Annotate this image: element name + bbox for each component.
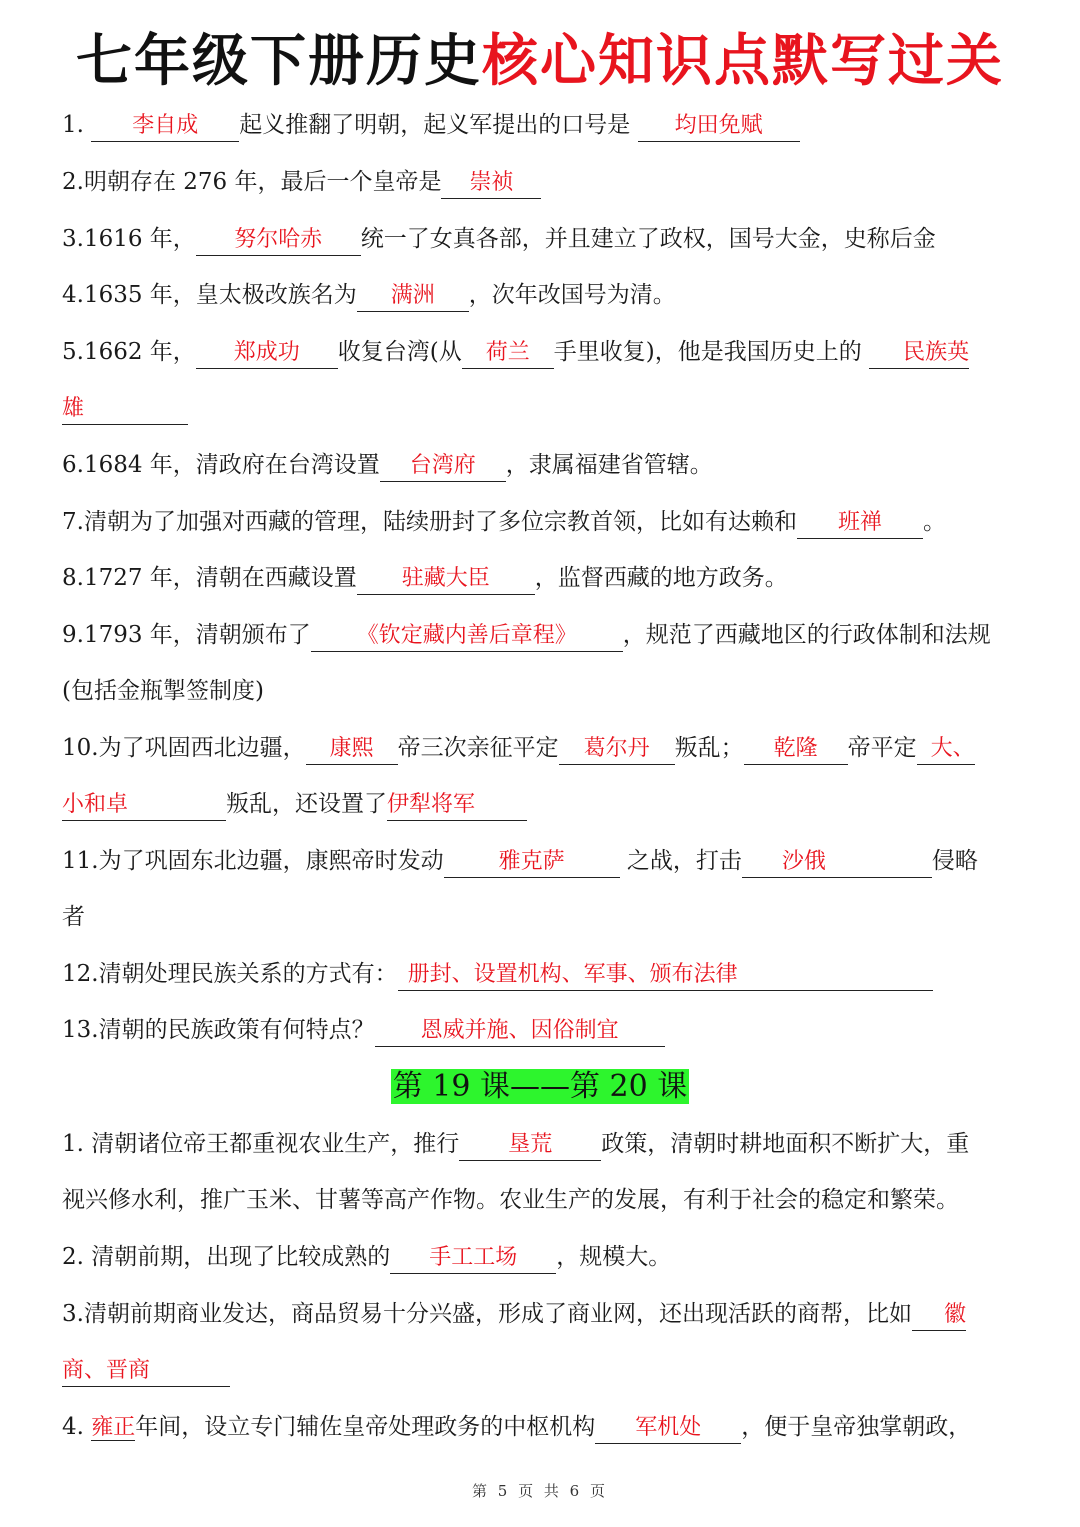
answer-blank: 恩威并施、因俗制宜: [375, 1016, 665, 1047]
question-5-cont: [62, 391, 1022, 425]
lesson-item-4: 4. 雍正年间，设立专门辅佐皇帝处理政务的中枢机构 军机处 ，便于皇帝独掌朝政，: [62, 1410, 1022, 1445]
question-9-cont: (包括金瓶掣签制度): [62, 678, 264, 704]
answer-blank: 乾隆: [744, 734, 848, 765]
answer-blank: 荷兰: [462, 338, 554, 369]
answer-blank: 徽: [912, 1300, 966, 1331]
answer-blank: 军机处: [595, 1413, 741, 1444]
answer-blank: 大、: [917, 734, 975, 765]
answer-blank: 康熙: [306, 734, 398, 765]
answer-blank: 《钦定藏内善后章程》: [311, 621, 623, 652]
answer-blank: 满洲: [357, 281, 469, 312]
answer-blank: 均田免赋: [638, 111, 800, 142]
answer-blank: 雍正: [91, 1415, 136, 1440]
question-8: 8.1727 年，清朝在西藏设置 驻藏大臣 ，监督西藏的地方政务。: [62, 561, 1022, 595]
answer-blank: 沙俄: [742, 847, 932, 878]
question-2: 2.明朝存在 276 年，最后一个皇帝是 崇祯: [62, 165, 1022, 199]
lesson-item-3: 3.清朝前期商业发达，商品贸易十分兴盛，形成了商业网，还出现活跃的商帮，比如 徽: [62, 1297, 1022, 1331]
answer-blank: 雄: [62, 394, 188, 425]
answer-blank: 伊犁将军: [387, 790, 527, 821]
question-11: 11.为了巩固东北边疆，康熙帝时发动 雅克萨 之战，打击 沙俄 侵略: [62, 844, 1022, 878]
question-10: 10.为了巩固西北边疆， 康熙 帝三次亲征平定 葛尔丹 叛乱； 乾隆 帝平定 大、: [62, 731, 1022, 765]
answer-blank: 册封、设置机构、军事、颁布法律: [398, 960, 933, 991]
question-5: 5.1662 年， 郑成功 收复台湾(从 荷兰 手里收复)，他是我国历史上的 民族英: [62, 335, 1022, 369]
answer-blank: 雅克萨: [444, 847, 620, 878]
answer-blank: 郑成功: [196, 338, 338, 369]
lesson-item-1: 1. 清朝诸位帝王都重视农业生产，推行 垦荒 政策，清朝时耕地面积不断扩大，重: [62, 1127, 1022, 1161]
answer-blank: 商、晋商: [62, 1356, 230, 1387]
answer-blank: 驻藏大臣: [357, 564, 535, 595]
question-12: 12.清朝处理民族关系的方式有： 册封、设置机构、军事、颁布法律: [62, 957, 1022, 991]
question-3: 3.1616 年， 努尔哈赤 统一了女真各部，并且建立了政权，国号大金，史称后金: [62, 222, 1022, 256]
lesson-item-3-cont: [62, 1353, 1022, 1387]
question-1: 1. 李自成 起义推翻了明朝，起义军提出的口号是 均田免赋: [62, 108, 1022, 142]
answer-blank: 李自成: [91, 111, 239, 142]
page-footer: 第 5 页 共 6 页: [472, 1482, 608, 1500]
answer-blank: 班禅: [797, 508, 923, 539]
answer-blank: 垦荒: [459, 1130, 601, 1161]
answer-blank: 小和卓: [62, 790, 226, 821]
question-10-cont: 小和卓 叛乱，还设置了伊犁将军: [62, 787, 1022, 821]
section-heading: 第 19 课——第 20 课: [392, 1069, 688, 1104]
lesson-item-1-cont: 视兴修水利，推广玉米、甘薯等高产作物。农业生产的发展，有利于社会的稳定和繁荣。: [62, 1187, 959, 1213]
answer-blank: 努尔哈赤: [196, 225, 361, 256]
question-9: 9.1793 年，清朝颁布了 《钦定藏内善后章程》 ，规范了西藏地区的行政体制和法规: [62, 618, 1022, 652]
question-13: 13.清朝的民族政策有何特点？ 恩威并施、因俗制宜: [62, 1013, 1022, 1047]
answer-blank: 葛尔丹: [559, 734, 675, 765]
page-title: 七年级下册历史核心知识点默写过关: [76, 29, 1004, 94]
answer-blank: 崇祯: [441, 168, 541, 199]
answer-blank: 台湾府: [380, 451, 506, 482]
lesson-item-2: 2. 清朝前期，出现了比较成熟的 手工工场 ，规模大。: [62, 1240, 1022, 1274]
question-7: 7.清朝为了加强对西藏的管理，陆续册封了多位宗教首领，比如有达赖和 班禅 。: [62, 505, 1022, 539]
question-11-cont: 者: [62, 904, 85, 930]
question-4: 4.1635 年，皇太极改族名为 满洲 ，次年改国号为清。: [62, 278, 1022, 312]
answer-blank: 手工工场: [390, 1243, 556, 1274]
answer-blank: 民族英: [869, 338, 969, 369]
question-6: 6.1684 年，清政府在台湾设置 台湾府 ，隶属福建省管辖。: [62, 448, 1022, 482]
